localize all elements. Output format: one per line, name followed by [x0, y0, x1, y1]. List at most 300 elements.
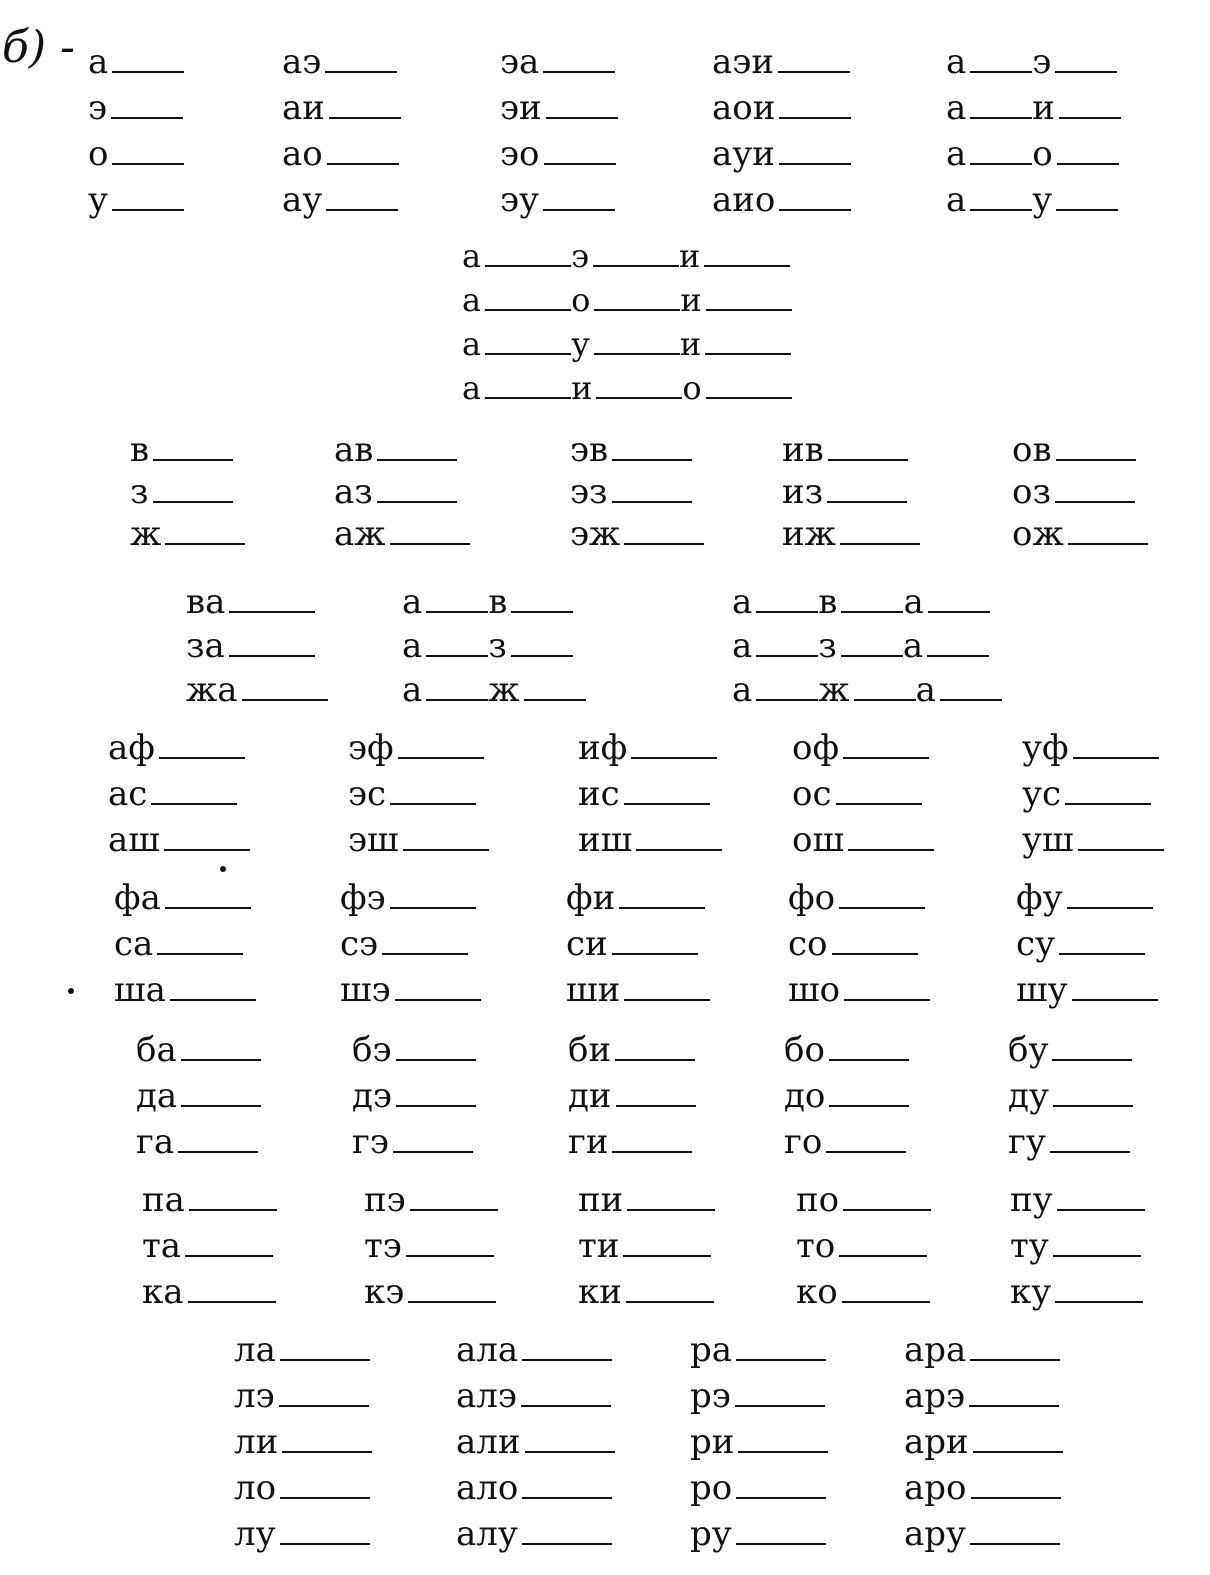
syllable-text: и: [679, 237, 701, 275]
practice-item: [186, 582, 315, 622]
stray-dot: [220, 866, 226, 872]
syllable-text: фэ: [340, 878, 386, 918]
syllable-text: уф: [1022, 728, 1069, 768]
fill-in-line: [485, 309, 571, 311]
practice-item: [578, 820, 722, 860]
syllable-text: ла: [234, 1330, 276, 1370]
practice-item: [108, 728, 245, 768]
syllable-text: та: [142, 1226, 182, 1266]
fill-in-line: [970, 1543, 1060, 1545]
fill-in-line: [229, 655, 315, 657]
practice-item: [334, 472, 457, 512]
practice-item: [568, 1030, 695, 1070]
syllable-text: ли: [234, 1422, 279, 1462]
syllable-text: ош: [792, 820, 845, 860]
fill-in-line: [970, 71, 1032, 73]
syllable-text: ис: [578, 774, 620, 814]
fill-in-line: [735, 1405, 825, 1407]
syllable-text: у: [88, 180, 109, 220]
fill-in-line: [736, 1359, 826, 1361]
fill-in-line: [624, 543, 704, 545]
stray-dot: [68, 988, 74, 994]
syllable-text: а: [402, 670, 423, 710]
syllable-text: бу: [1008, 1030, 1049, 1070]
syllable-text: а: [903, 582, 924, 622]
syllable-text: аро: [904, 1468, 967, 1508]
practice-item: [792, 728, 929, 768]
syllable-text: аои: [712, 88, 776, 128]
practice-item: [904, 1376, 1059, 1416]
practice-item: [500, 88, 618, 128]
fill-in-line: [511, 655, 573, 657]
syllable-text: ари: [904, 1422, 969, 1462]
syllable-text: эу: [500, 180, 540, 220]
fill-in-line: [626, 1301, 714, 1303]
fill-in-line: [705, 353, 791, 355]
practice-item: [348, 774, 476, 814]
fill-in-line: [756, 611, 818, 613]
fill-in-line: [779, 209, 851, 211]
practice-item: [114, 970, 256, 1010]
syllable-text: аз: [334, 472, 373, 512]
fill-in-line: [736, 1497, 826, 1499]
fill-in-line: [165, 543, 245, 545]
fill-in-line: [927, 655, 989, 657]
practice-item: [792, 820, 934, 860]
fill-in-line: [1053, 1105, 1133, 1107]
practice-item: [732, 670, 1002, 710]
syllable-text: з: [488, 626, 507, 666]
syllable-text: ао: [282, 134, 323, 174]
syllable-text: си: [566, 924, 608, 964]
practice-item: [712, 42, 850, 82]
practice-item: [784, 1076, 909, 1116]
fill-in-line: [181, 1059, 261, 1061]
fill-in-line: [546, 117, 618, 119]
fill-in-line: [382, 953, 468, 955]
practice-item: [566, 878, 705, 918]
fill-in-line: [843, 757, 929, 759]
syllable-text: са: [114, 924, 154, 964]
syllable-text: ки: [578, 1272, 622, 1312]
syllable-text: пи: [578, 1180, 624, 1220]
syllable-text: ва: [186, 582, 226, 622]
syllable-text: ж: [130, 514, 162, 554]
fill-in-line: [779, 163, 851, 165]
fill-in-line: [704, 265, 790, 267]
practice-item: [946, 134, 1119, 174]
practice-item: [234, 1514, 370, 1554]
practice-item: [796, 1226, 927, 1266]
practice-item: [352, 1122, 473, 1162]
fill-in-line: [522, 1359, 612, 1361]
syllable-text: алэ: [456, 1376, 517, 1416]
practice-item: [352, 1076, 476, 1116]
syllable-text: бэ: [352, 1030, 392, 1070]
fill-in-line: [390, 543, 470, 545]
fill-in-line: [1057, 163, 1119, 165]
practice-item: [500, 180, 615, 220]
practice-item: [946, 180, 1118, 220]
fill-in-line: [408, 1301, 496, 1303]
practice-item: [282, 134, 399, 174]
practice-item: [88, 180, 184, 220]
fill-in-line: [111, 117, 183, 119]
fill-in-line: [396, 1105, 476, 1107]
syllable-text: ос: [792, 774, 832, 814]
sequence-row: [462, 368, 792, 408]
practice-item: [340, 970, 481, 1010]
fill-in-line: [1073, 757, 1159, 759]
sequence-row: [462, 324, 791, 364]
fill-in-line: [738, 1451, 828, 1453]
syllable-text: гэ: [352, 1122, 389, 1162]
syllable-text: ару: [904, 1514, 967, 1554]
syllable-text: а: [462, 325, 482, 363]
fill-in-line: [1052, 1059, 1132, 1061]
practice-item: [282, 180, 398, 220]
fill-in-line: [619, 907, 705, 909]
syllable-text: жа: [186, 670, 238, 710]
fill-in-line: [970, 209, 1032, 211]
fill-in-line: [840, 543, 920, 545]
syllable-text: а: [902, 626, 924, 666]
syllable-text: лу: [234, 1514, 276, 1554]
syllable-text: эф: [348, 728, 394, 768]
fill-in-line: [1059, 953, 1145, 955]
practice-item: [578, 1226, 711, 1266]
fill-in-line: [615, 1059, 695, 1061]
fill-in-line: [612, 501, 692, 503]
syllable-text: аф: [108, 728, 155, 768]
fill-in-line: [242, 699, 328, 701]
fill-in-line: [1067, 907, 1153, 909]
fill-in-line: [181, 1105, 261, 1107]
fill-in-line: [832, 953, 918, 955]
fill-in-line: [398, 757, 484, 759]
practice-item: [456, 1422, 615, 1462]
syllable-text: эс: [348, 774, 387, 814]
syllable-text: а: [462, 281, 482, 319]
fill-in-line: [843, 1209, 931, 1211]
practice-item: [130, 514, 245, 554]
practice-item: [88, 42, 184, 82]
practice-item: [234, 1468, 370, 1508]
practice-item: [142, 1180, 277, 1220]
practice-item: [1008, 1122, 1130, 1162]
practice-item: [946, 88, 1121, 128]
practice-item: [234, 1376, 369, 1416]
syllable-text: и: [680, 281, 702, 319]
fill-in-line: [928, 611, 990, 613]
practice-item: [904, 1468, 1061, 1508]
practice-item: [340, 878, 476, 918]
syllable-text: ж: [818, 670, 850, 710]
fill-in-line: [406, 1255, 494, 1257]
fill-in-line: [1059, 117, 1121, 119]
practice-item: [352, 1030, 476, 1070]
practice-item: [788, 924, 918, 964]
fill-in-line: [1078, 849, 1164, 851]
fill-in-line: [1072, 999, 1158, 1001]
syllable-text: пу: [1010, 1180, 1053, 1220]
fill-in-line: [756, 699, 818, 701]
syllable-text: тэ: [364, 1226, 402, 1266]
fill-in-line: [627, 1209, 715, 1211]
practice-item: [402, 670, 586, 710]
fill-in-line: [521, 1405, 611, 1407]
practice-item: [334, 514, 470, 554]
syllable-text: иш: [578, 820, 633, 860]
fill-in-line: [827, 501, 907, 503]
practice-item: [136, 1030, 261, 1070]
fill-in-line: [522, 1543, 612, 1545]
fill-in-line: [185, 1255, 273, 1257]
syllable-text: аш: [108, 820, 160, 860]
practice-item: [796, 1272, 930, 1312]
practice-item: [796, 1180, 931, 1220]
fill-in-line: [543, 71, 615, 73]
practice-item: [578, 728, 717, 768]
practice-item: [364, 1226, 494, 1266]
syllable-text: фо: [788, 878, 836, 918]
practice-item: [402, 626, 573, 666]
syllable-text: э: [88, 88, 108, 128]
practice-item: [1010, 1180, 1145, 1220]
fill-in-line: [153, 501, 233, 503]
practice-item: [186, 670, 328, 710]
syllable-text: а: [946, 134, 967, 174]
sequence-row: [462, 236, 790, 276]
syllable-text: бо: [784, 1030, 825, 1070]
fill-in-line: [326, 209, 398, 211]
fill-in-line: [973, 1451, 1063, 1453]
fill-in-line: [189, 1209, 277, 1211]
fill-in-line: [593, 265, 679, 267]
fill-in-line: [848, 849, 934, 851]
syllable-text: ож: [1012, 514, 1064, 554]
practice-item: [1016, 924, 1145, 964]
fill-in-line: [329, 117, 401, 119]
syllable-text: а: [402, 582, 423, 622]
syllable-text: а: [946, 42, 967, 82]
syllable-text: эз: [570, 472, 608, 512]
practice-item: [1022, 820, 1164, 860]
practice-item: [88, 88, 183, 128]
fill-in-line: [377, 501, 457, 503]
fill-in-line: [970, 1359, 1060, 1361]
syllable-text: гу: [1008, 1122, 1046, 1162]
practice-item: [364, 1272, 496, 1312]
practice-item: [334, 430, 457, 470]
syllable-text: о: [88, 134, 109, 174]
fill-in-line: [828, 459, 908, 461]
sequence-row: [462, 280, 792, 320]
fill-in-line: [706, 397, 792, 399]
syllable-text: лэ: [234, 1376, 275, 1416]
practice-item: [690, 1330, 826, 1370]
practice-item: [348, 820, 489, 860]
syllable-text: ка: [142, 1272, 184, 1312]
practice-item: [792, 774, 922, 814]
fill-in-line: [1056, 209, 1118, 211]
fill-in-line: [854, 699, 916, 701]
syllable-text: до: [784, 1076, 826, 1116]
syllable-text: ди: [568, 1076, 612, 1116]
syllable-text: го: [784, 1122, 823, 1162]
syllable-text: шэ: [340, 970, 391, 1010]
practice-item: [578, 774, 710, 814]
syllable-text: в: [818, 582, 838, 622]
practice-item: [712, 88, 851, 128]
fill-in-line: [164, 849, 250, 851]
fill-in-line: [282, 1451, 372, 1453]
practice-item: [782, 430, 908, 470]
practice-item: [1022, 728, 1159, 768]
practice-item: [282, 42, 397, 82]
practice-item: [402, 582, 573, 622]
syllable-text: о: [571, 281, 591, 319]
syllable-text: аэи: [712, 42, 774, 82]
fill-in-line: [543, 209, 615, 211]
fill-in-line: [524, 699, 586, 701]
fill-in-line: [596, 397, 682, 399]
syllable-text: и: [1032, 88, 1055, 128]
syllable-text: эш: [348, 820, 399, 860]
fill-in-line: [395, 999, 481, 1001]
syllable-text: о: [1032, 134, 1053, 174]
syllable-text: а: [88, 42, 109, 82]
syllable-text: би: [568, 1030, 612, 1070]
practice-item: [1016, 878, 1153, 918]
practice-item: [568, 1122, 692, 1162]
fill-in-line: [280, 1543, 370, 1545]
fill-in-line: [612, 1151, 692, 1153]
syllable-text: шу: [1016, 970, 1068, 1010]
fill-in-line: [970, 117, 1032, 119]
syllable-text: эа: [500, 42, 540, 82]
fill-in-line: [1055, 71, 1117, 73]
practice-item: [108, 774, 237, 814]
syllable-text: оз: [1012, 472, 1052, 512]
syllable-text: э: [571, 237, 589, 275]
practice-item: [1010, 1272, 1143, 1312]
practice-item: [788, 970, 930, 1010]
practice-item: [114, 924, 243, 964]
practice-item: [186, 626, 315, 666]
syllable-text: то: [796, 1226, 836, 1266]
fill-in-line: [377, 459, 457, 461]
syllable-text: ку: [1010, 1272, 1052, 1312]
practice-item: [904, 1330, 1060, 1370]
syllable-text: иж: [782, 514, 836, 554]
practice-item: [130, 472, 233, 512]
syllable-text: ти: [578, 1226, 620, 1266]
fill-in-line: [612, 459, 692, 461]
fill-in-line: [410, 1209, 498, 1211]
syllable-text: су: [1016, 924, 1056, 964]
fill-in-line: [836, 803, 922, 805]
fill-in-line: [1053, 1255, 1141, 1257]
syllable-text: эо: [500, 134, 540, 174]
syllable-text: а: [732, 626, 753, 666]
fill-in-line: [706, 309, 792, 311]
fill-in-line: [623, 1255, 711, 1257]
fill-in-line: [112, 71, 184, 73]
fill-in-line: [178, 1151, 258, 1153]
practice-item: [456, 1376, 611, 1416]
syllable-text: ши: [566, 970, 621, 1010]
fill-in-line: [826, 1151, 906, 1153]
fill-in-line: [969, 1405, 1059, 1407]
practice-item: [234, 1422, 372, 1462]
syllable-text: а: [402, 626, 423, 666]
practice-item: [946, 42, 1117, 82]
fill-in-line: [1065, 803, 1151, 805]
syllable-text: а: [462, 369, 482, 407]
practice-item: [784, 1030, 909, 1070]
fill-in-line: [612, 953, 698, 955]
fill-in-line: [636, 849, 722, 851]
fill-in-line: [1056, 459, 1136, 461]
fill-in-line: [839, 1255, 927, 1257]
fill-in-line: [594, 353, 680, 355]
fill-in-line: [485, 265, 571, 267]
practice-item: [500, 134, 616, 174]
practice-item: [788, 878, 925, 918]
practice-item: [348, 728, 484, 768]
syllable-text: ру: [690, 1514, 732, 1554]
practice-item: [1022, 774, 1151, 814]
fill-in-line: [153, 459, 233, 461]
exercise-marker: б) -: [2, 22, 75, 73]
practice-item: [456, 1468, 612, 1508]
fill-in-line: [112, 209, 184, 211]
practice-item: [690, 1376, 825, 1416]
syllable-text: з: [130, 472, 149, 512]
practice-item: [500, 42, 615, 82]
syllable-text: а: [915, 670, 936, 710]
syllable-text: рэ: [690, 1376, 731, 1416]
syllable-text: э: [1032, 42, 1052, 82]
syllable-text: ба: [136, 1030, 177, 1070]
syllable-text: арэ: [904, 1376, 966, 1416]
syllable-text: ро: [690, 1468, 733, 1508]
practice-item: [136, 1076, 261, 1116]
practice-item: [904, 1514, 1060, 1554]
syllable-text: фа: [114, 878, 161, 918]
fill-in-line: [842, 1301, 930, 1303]
syllable-text: сэ: [340, 924, 379, 964]
syllable-text: эв: [570, 430, 609, 470]
fill-in-line: [778, 71, 850, 73]
fill-in-line: [829, 1059, 909, 1061]
fill-in-line: [426, 655, 488, 657]
fill-in-line: [390, 907, 476, 909]
syllable-text: по: [796, 1180, 840, 1220]
practice-item: [130, 430, 233, 470]
fill-in-line: [511, 611, 573, 613]
syllable-text: з: [818, 626, 837, 666]
practice-item: [578, 1180, 715, 1220]
syllable-text: у: [571, 325, 590, 363]
syllable-text: у: [1032, 180, 1053, 220]
practice-item: [136, 1122, 258, 1162]
fill-in-line: [756, 655, 818, 657]
syllable-text: ж: [488, 670, 520, 710]
syllable-text: аж: [334, 514, 386, 554]
practice-item: [782, 472, 907, 512]
